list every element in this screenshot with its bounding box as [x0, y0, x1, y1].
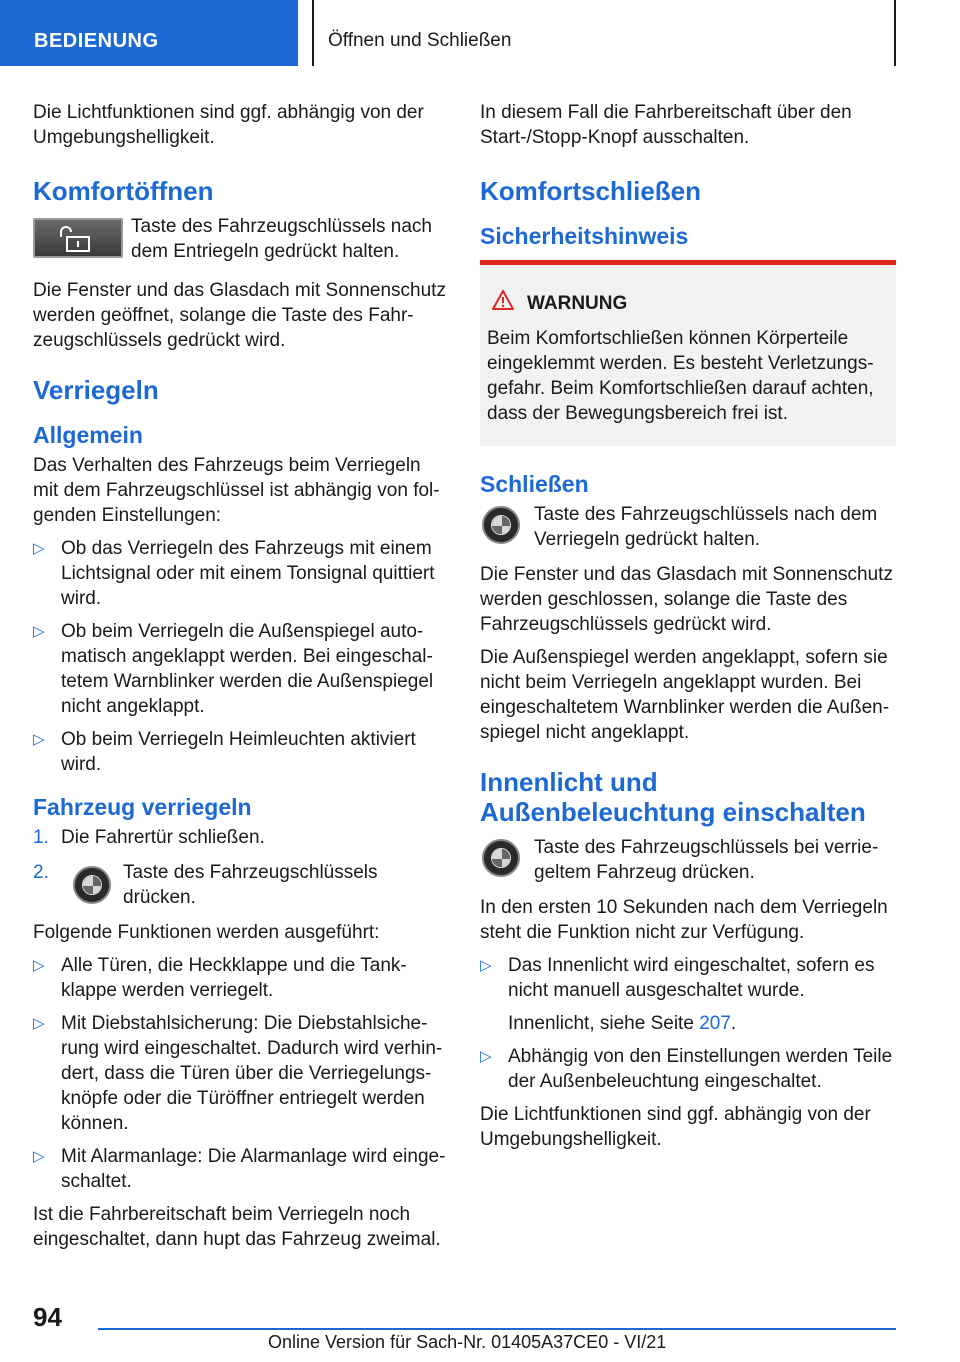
schliessen-paragraph-2: Die Außenspiegel werden angeklappt, sofern sie nicht beim Verriegeln angeklappt wurden. Bei eingeschaltetem Warnblinker werden die Außenspiegel nicht angeklappt. [480, 647, 890, 743]
footer-version: Online Version für Sach-Nr. 01405A37CE0 - VI/21 [268, 1332, 667, 1352]
footer-divider [98, 1328, 896, 1330]
heading-sicherheitshinweis: Sicherheitshinweis [480, 223, 689, 249]
step-number: 2. [33, 862, 49, 883]
funktionen-paragraph: Folgende Funktionen werden ausgeführt: [33, 922, 380, 943]
warning-label: WARNUNG [527, 293, 628, 314]
list-item: ▷ Ob das Verriegeln des Fahrzeugs mit einem Lichtsignal oder mit einem Tonsignal quittiert wird. [33, 536, 449, 611]
innenlicht-reference [480, 1011, 896, 1036]
chapter-title: Öffnen und Schließen [312, 0, 896, 66]
bmw-lock-key-icon [73, 866, 111, 904]
step-text: Taste des Fahrzeugschlüssels drücken. [123, 862, 378, 908]
list-item: ▷ Alle Türen, die Heckklappe und die Tankklappe werden verriegelt. [33, 953, 449, 1003]
innenlicht-key-row [480, 835, 896, 885]
warning-header [487, 289, 882, 318]
heading-allgemein: Allgemein [33, 422, 143, 448]
warning-text: Beim Komfortschließen können Körperteile eingeklemmt werden. Es besteht Verletzungsgefahr. Beim Komfortschließen darauf achten, dass der Bewegungsbereich frei ist. [487, 328, 874, 424]
unlock-key-icon [33, 218, 123, 258]
final-paragraph-left: Ist die Fahrbereitschaft beim Verriegeln noch eingeschaltet, dann hupt das Fahrzeug zweimal. [33, 1204, 441, 1250]
unlock-key-row [33, 214, 449, 264]
warning-box [480, 260, 896, 446]
list-item: ▷ Abhängig von den Einstellungen werden Teile der Außenbeleuchtung eingeschaltet. [480, 1044, 896, 1094]
schliessen-key-text: Taste des Fahrzeugschlüssels nach dem Verriegeln gedrückt halten. [534, 504, 878, 550]
heading-komfortoeffnen: Komfortöffnen [33, 176, 214, 206]
page-link-207[interactable]: 207 [699, 1013, 731, 1034]
list-item: ▷ Ob beim Verriegeln Heimleuchten aktiviert wird. [33, 727, 449, 777]
step-number: 1. [33, 827, 49, 848]
left-column [33, 100, 449, 1260]
step-item [33, 860, 449, 910]
funktionen-list [33, 953, 449, 1194]
step-item [33, 825, 449, 850]
list-item: ▷ Das Innenlicht wird eingeschaltet, sofern es nicht manuell ausgeschaltet wurde. [480, 953, 896, 1003]
page-number: 94 [33, 1302, 62, 1332]
unlock-key-text: Taste des Fahrzeugschlüssels nach dem Entriegeln gedrückt halten. [131, 216, 432, 262]
page-header [0, 0, 960, 66]
list-item: ▷ Mit Diebstahlsicherung: Die Diebstahlsicherung wird eingeschaltet. Dadurch wird verhindert, dass die Türen über die Verriegelungsknöpfe oder die Türöffner entriegelt werden können. [33, 1011, 449, 1136]
bmw-lock-key-icon [482, 506, 520, 544]
reference-suffix: . [730, 1013, 737, 1034]
intro-paragraph-right: In diesem Fall die Fahrbereitschaft über den Start-/Stopp-Knopf ausschalten. [480, 102, 852, 148]
allgemein-paragraph: Das Verhalten des Fahrzeugs beim Verriegeln mit dem Fahrzeugschlüssel ist abhängig von folgenden Einstellungen: [33, 455, 440, 526]
bmw-lock-key-icon [482, 839, 520, 877]
section-label: BEDIENUNG [0, 0, 298, 66]
heading-verriegeln: Verriegeln [33, 375, 159, 405]
innenlicht-paragraph: In den ersten 10 Sekunden nach dem Verriegeln steht die Funktion nicht zur Verfügung. [480, 897, 888, 943]
innenlicht-list-2 [480, 1044, 896, 1094]
allgemein-list [33, 536, 449, 777]
innenlicht-key-text: Taste des Fahrzeugschlüssels bei verriegeltem Fahrzeug drücken. [534, 837, 879, 883]
warning-triangle-icon [491, 289, 515, 318]
schliessen-key-row [480, 502, 896, 552]
list-item: ▷ Ob beim Verriegeln die Außenspiegel automatisch angeklappt werden. Bei eingeschaltetem Warnblinker werden die Außenspiegel nicht angeklappt. [33, 619, 449, 719]
komfort-paragraph: Die Fenster und das Glasdach mit Sonnenschutz werden geöffnet, solange die Taste des Fahrzeugschlüssels gedrückt wird. [33, 280, 446, 351]
heading-fahrzeug-verriegeln: Fahrzeug verriegeln [33, 794, 252, 820]
list-item: ▷ Mit Alarmanlage: Die Alarmanlage wird eingeschaltet. [33, 1144, 449, 1194]
final-paragraph-right: Die Lichtfunktionen sind ggf. abhängig von der Umgebungshelligkeit. [480, 1104, 871, 1150]
heading-innenlicht: Innenlicht und Außenbeleuchtung einschalten [480, 767, 866, 827]
step-text: Die Fahrertür schließen. [61, 827, 265, 848]
heading-schliessen: Schließen [480, 471, 589, 497]
right-column [480, 100, 896, 1160]
reference-text: Innenlicht, siehe Seite [508, 1013, 700, 1034]
heading-komfortschliessen: Komfortschließen [480, 176, 702, 206]
steps-list [33, 825, 449, 910]
innenlicht-list [480, 953, 896, 1003]
schliessen-paragraph-1: Die Fenster und das Glasdach mit Sonnenschutz werden geschlossen, solange die Taste des Fahrzeugschlüssels gedrückt wird. [480, 564, 893, 635]
intro-paragraph: Die Lichtfunktionen sind ggf. abhängig von der Umgebungshelligkeit. [33, 102, 424, 148]
